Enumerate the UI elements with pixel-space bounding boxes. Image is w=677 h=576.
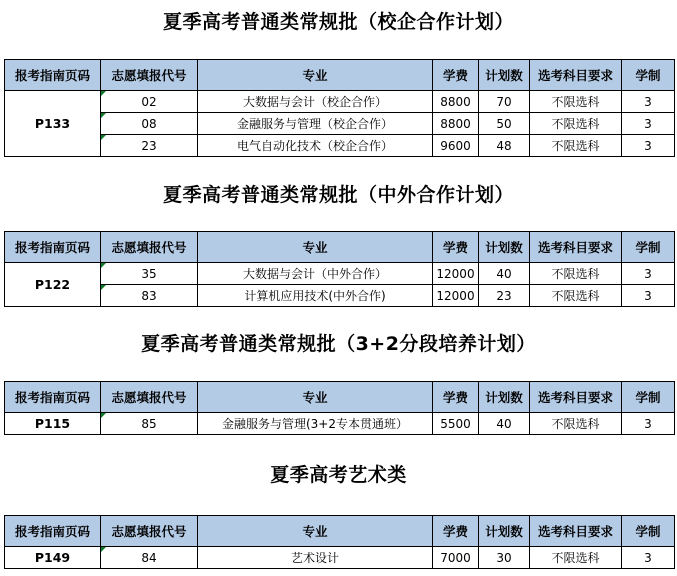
years-cell: 3 [622, 413, 675, 435]
requirement-cell: 不限选科 [530, 547, 622, 569]
header-fee: 学费 [433, 516, 479, 547]
major-cell: 电气自动化技术（校企合作） [198, 135, 433, 157]
header-years: 学制 [622, 60, 675, 91]
code-cell: 85 [101, 413, 198, 435]
header-requirement: 选考科目要求 [530, 232, 622, 263]
header-fee: 学费 [433, 60, 479, 91]
table-row [5, 91, 675, 113]
header-plan: 计划数 [479, 232, 530, 263]
code-cell: 83 [101, 285, 198, 307]
years-cell: 3 [622, 285, 675, 307]
major-cell: 金融服务与管理(3+2专本贯通班） [198, 413, 433, 435]
plan-cell: 30 [479, 547, 530, 569]
code-cell: 08 [101, 113, 198, 135]
table-header-row [5, 232, 675, 263]
admission-plan-table [4, 381, 675, 435]
section-title: 夏季高考普通类常规批（3+2分段培养计划） [141, 333, 536, 355]
major-cell: 艺术设计 [198, 547, 433, 569]
header-code: 志愿填报代号 [101, 232, 198, 263]
table-header-row [5, 516, 675, 547]
years-cell: 3 [622, 91, 675, 113]
plan-cell: 40 [479, 413, 530, 435]
plan-cell: 40 [479, 263, 530, 285]
requirement-cell: 不限选科 [530, 135, 622, 157]
plan-cell: 70 [479, 91, 530, 113]
admission-plan-table [4, 231, 675, 307]
header-years: 学制 [622, 232, 675, 263]
table-row [5, 547, 675, 569]
header-code: 志愿填报代号 [101, 60, 198, 91]
table-row [5, 135, 675, 157]
header-years: 学制 [622, 516, 675, 547]
section-title: 夏季高考普通类常规批（中外合作计划） [162, 184, 514, 206]
admission-plan-table [4, 515, 675, 569]
table-header-row [5, 382, 675, 413]
header-code: 志愿填报代号 [101, 516, 198, 547]
years-cell: 3 [622, 547, 675, 569]
header-major: 专业 [198, 516, 433, 547]
header-major: 专业 [198, 232, 433, 263]
table-row [5, 263, 675, 285]
header-requirement: 选考科目要求 [530, 382, 622, 413]
table-row [5, 113, 675, 135]
years-cell: 3 [622, 113, 675, 135]
requirement-cell: 不限选科 [530, 285, 622, 307]
admission-plan-table [4, 59, 675, 157]
requirement-cell: 不限选科 [530, 263, 622, 285]
major-cell: 大数据与会计（中外合作） [198, 263, 433, 285]
section-title: 夏季高考艺术类 [270, 464, 407, 486]
fee-cell: 8800 [433, 91, 479, 113]
header-page: 报考指南页码 [5, 382, 101, 413]
plan-cell: 50 [479, 113, 530, 135]
fee-cell: 12000 [433, 285, 479, 307]
guide-page-cell: P133 [5, 91, 101, 157]
header-plan: 计划数 [479, 516, 530, 547]
code-cell: 35 [101, 263, 198, 285]
years-cell: 3 [622, 135, 675, 157]
section-title: 夏季高考普通类常规批（校企合作计划） [162, 11, 514, 33]
header-fee: 学费 [433, 382, 479, 413]
guide-page-cell: P115 [5, 413, 101, 435]
header-plan: 计划数 [479, 60, 530, 91]
fee-cell: 9600 [433, 135, 479, 157]
years-cell: 3 [622, 263, 675, 285]
header-major: 专业 [198, 60, 433, 91]
header-page: 报考指南页码 [5, 232, 101, 263]
table-row [5, 285, 675, 307]
header-requirement: 选考科目要求 [530, 60, 622, 91]
header-requirement: 选考科目要求 [530, 516, 622, 547]
major-cell: 大数据与会计（校企合作） [198, 91, 433, 113]
requirement-cell: 不限选科 [530, 413, 622, 435]
header-code: 志愿填报代号 [101, 382, 198, 413]
fee-cell: 5500 [433, 413, 479, 435]
code-cell: 02 [101, 91, 198, 113]
code-cell: 84 [101, 547, 198, 569]
header-plan: 计划数 [479, 382, 530, 413]
fee-cell: 8800 [433, 113, 479, 135]
fee-cell: 12000 [433, 263, 479, 285]
header-years: 学制 [622, 382, 675, 413]
major-cell: 金融服务与管理（校企合作） [198, 113, 433, 135]
table-row [5, 413, 675, 435]
plan-cell: 23 [479, 285, 530, 307]
guide-page-cell: P122 [5, 263, 101, 307]
requirement-cell: 不限选科 [530, 91, 622, 113]
header-page: 报考指南页码 [5, 516, 101, 547]
plan-cell: 48 [479, 135, 530, 157]
table-header-row [5, 60, 675, 91]
code-cell: 23 [101, 135, 198, 157]
header-page: 报考指南页码 [5, 60, 101, 91]
header-major: 专业 [198, 382, 433, 413]
guide-page-cell: P149 [5, 547, 101, 569]
fee-cell: 7000 [433, 547, 479, 569]
major-cell: 计算机应用技术(中外合作) [198, 285, 433, 307]
requirement-cell: 不限选科 [530, 113, 622, 135]
header-fee: 学费 [433, 232, 479, 263]
